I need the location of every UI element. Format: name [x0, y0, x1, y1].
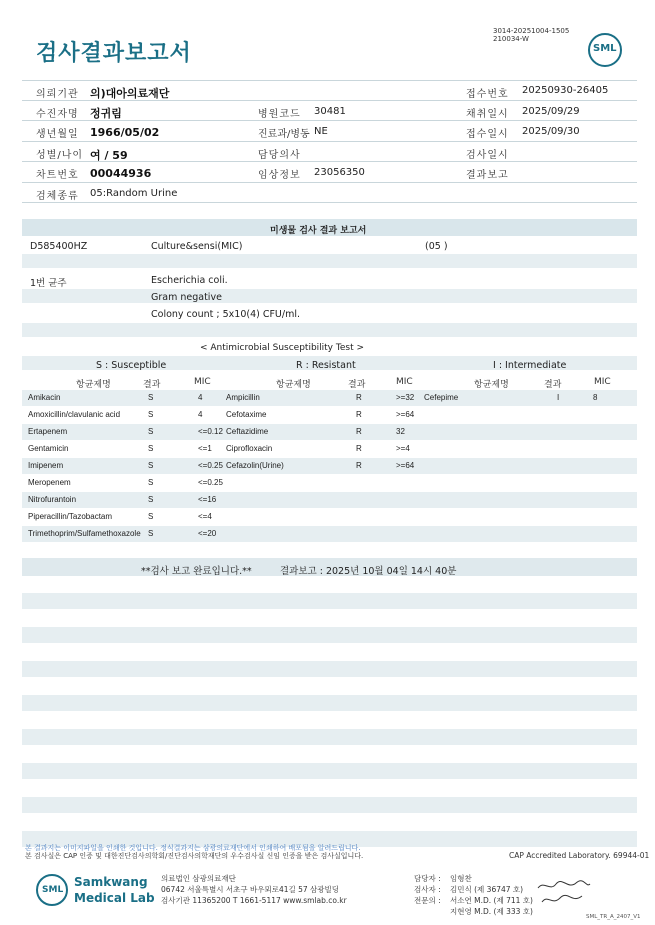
collect-date-value: 2025/09/29 — [522, 106, 580, 117]
receipt-no-value: 20250930-26405 — [522, 85, 609, 96]
ast-agent: Meropenem — [28, 478, 71, 487]
gram-stain: Gram negative — [151, 292, 222, 303]
ast-result: S — [148, 478, 154, 487]
ast-agent: Gentamicin — [28, 444, 69, 453]
ast-agent: Cefazolin(Urine) — [226, 461, 284, 470]
sml-logo-text: SML — [593, 43, 617, 54]
birth-value: 1966/05/02 — [90, 126, 160, 139]
patient-value: 정귀림 — [90, 107, 122, 120]
ast-result: S — [148, 461, 154, 470]
ast-agent: Amikacin — [28, 393, 61, 402]
ast-result: S — [148, 393, 154, 402]
doctor-label: 담당의사 — [258, 150, 301, 161]
report-time: 결과보고 : 2025년 10월 04일 14시 40분 — [280, 566, 457, 577]
org-contact: 검사기관 11365200 T 1661-5117 www.smlab.co.kr — [161, 896, 347, 905]
ast-mic: 4 — [198, 393, 203, 402]
signature-image — [536, 878, 592, 908]
org-address: 06742 서울특별시 서초구 바우뫼로41길 57 삼광빌딩 — [161, 885, 340, 894]
ast-result: S — [148, 427, 154, 436]
expert-label: 전문의 : — [414, 896, 441, 905]
ast-result: S — [148, 444, 154, 453]
test-date-label: 검사일시 — [466, 150, 509, 161]
ast-mic: <=16 — [198, 495, 217, 504]
ast-title: < Antimicrobial Susceptibility Test > — [200, 343, 364, 353]
footer-logo-text: SML — [42, 885, 64, 895]
ast-agent: Cefepime — [424, 393, 459, 402]
ast-result: R — [356, 393, 362, 402]
document-id-line1: 3014-20251004-1505 — [493, 27, 570, 35]
ast-mic: <=0.25 — [198, 478, 223, 487]
ast-agent: Amoxicillin/clavulanic acid — [28, 410, 121, 419]
ast-result: I — [557, 393, 560, 402]
organism-name: Escherichia coli. — [151, 275, 228, 286]
ast-agent: Ciprofloxacin — [226, 444, 273, 453]
col2-agent-header: 항균제명 — [276, 380, 311, 390]
specimen-value: 05:Random Urine — [90, 188, 178, 199]
ast-agent: Nitrofurantoin — [28, 495, 77, 504]
ast-mic: <=0.25 — [198, 461, 223, 470]
col1-result-header: 결과 — [143, 380, 161, 390]
col1-agent-header: 항균제명 — [76, 380, 111, 390]
manager-value: 임형찬 — [450, 874, 472, 883]
col2-mic-header: MIC — [396, 377, 413, 387]
hospital-code-label: 병원코드 — [258, 109, 301, 120]
manager-label: 담당자 : — [414, 874, 441, 883]
dept-value: NE — [314, 126, 328, 137]
ast-mic: <=1 — [198, 444, 212, 453]
ast-result: S — [148, 495, 154, 504]
col1-mic-header: MIC — [194, 377, 211, 387]
receipt-date-value: 2025/09/30 — [522, 126, 580, 137]
ast-mic: 8 — [593, 393, 598, 402]
receipt-no-label: 접수번호 — [466, 89, 509, 100]
section-title: 미생물 검사 결과 보고서 — [270, 226, 367, 236]
ast-agent: Imipenem — [28, 461, 64, 470]
col3-result-header: 결과 — [544, 380, 562, 390]
cap-accreditation: CAP Accredited Laboratory. 69944-01 — [509, 851, 650, 860]
ast-agent: Ertapenem — [28, 427, 68, 436]
collect-date-label: 채취일시 — [466, 109, 509, 120]
receipt-date-label: 접수일시 — [466, 129, 509, 140]
tester-label: 검사자 : — [414, 885, 441, 894]
tester-value: 김민식 (제 36747 호) — [450, 885, 524, 894]
ast-mic: <=4 — [198, 512, 212, 521]
specimen-label: 검체종류 — [36, 191, 79, 202]
colony-count: Colony count ; 5x10(4) CFU/ml. — [151, 309, 300, 320]
ast-result: R — [356, 461, 362, 470]
hospital-code-value: 30481 — [314, 106, 346, 117]
legend-i: I : Intermediate — [493, 360, 567, 371]
ast-result: S — [148, 512, 154, 521]
ast-result: R — [356, 410, 362, 419]
ast-agent: Ceftazidime — [226, 427, 269, 436]
ast-agent: Cefotaxime — [226, 410, 267, 419]
chart-value: 00044936 — [90, 167, 152, 180]
notice-accreditation: 본 검사실은 CAP 인증 및 대한진단검사의학회/진단검사의학재단의 우수검사실 신임 인증을 받은 검사실입니다. — [25, 852, 364, 860]
col2-result-header: 결과 — [348, 380, 366, 390]
expert-value-1: 서소연 M.D. (제 711 호) — [450, 896, 533, 905]
form-code: SML_TR_A_2407_V1 — [586, 914, 641, 920]
requester-label: 의뢰기관 — [36, 89, 79, 100]
legend-s: S : Susceptible — [96, 360, 167, 371]
notice-image-print: 본 결과지는 이미지파일을 인쇄한 것입니다. 정식결과지는 삼광의료재단에서 인쇄하여 배포됨을 알려드립니다. — [25, 844, 361, 852]
col3-agent-header: 항균제명 — [474, 380, 509, 390]
page-title: 검사결과보고서 — [36, 41, 192, 66]
dept-label: 진료과/병동 — [258, 129, 310, 140]
clinical-label: 임상정보 — [258, 170, 301, 181]
patient-label: 수진자명 — [36, 109, 79, 120]
legend-r: R : Resistant — [296, 360, 356, 371]
test-name: Culture&sensi(MIC) — [151, 241, 243, 252]
ast-mic: <=20 — [198, 529, 217, 538]
organism-label: 1번 균주 — [30, 278, 67, 289]
test-code: D585400HZ — [30, 241, 88, 252]
test-suffix: (05 ) — [425, 241, 448, 252]
col3-mic-header: MIC — [594, 377, 611, 387]
ast-result: S — [148, 529, 154, 538]
ast-result: S — [148, 410, 154, 419]
ast-mic: <=0.12 — [198, 427, 223, 436]
result-label: 결과보고 — [466, 170, 509, 181]
sex-age-label: 성별/나이 — [36, 150, 84, 161]
document-id-line2: 210034-W — [493, 35, 529, 43]
org-name: 의료법인 삼광의료재단 — [161, 874, 236, 883]
document-id — [493, 27, 569, 43]
ast-mic: >=32 — [396, 393, 415, 402]
ast-mic: 4 — [198, 410, 203, 419]
birth-label: 생년월일 — [36, 129, 79, 140]
complete-message: **검사 보고 완료입니다.** — [141, 566, 252, 577]
clinical-value: 23056350 — [314, 167, 365, 178]
ast-result: R — [356, 444, 362, 453]
ast-agent: Piperacillin/Tazobactam — [28, 512, 113, 521]
expert-value-2: 지현영 M.D. (제 333 호) — [450, 907, 533, 916]
ast-mic: >=64 — [396, 461, 415, 470]
ast-mic: >=4 — [396, 444, 410, 453]
ast-agent: Trimethoprim/Sulfamethoxazole — [28, 529, 141, 538]
requester-value: 의)대아의료재단 — [90, 87, 170, 100]
ast-mic: 32 — [396, 427, 405, 436]
ast-result: R — [356, 427, 362, 436]
ast-mic: >=64 — [396, 410, 415, 419]
chart-label: 차트번호 — [36, 170, 79, 181]
brand-line2: Medical Lab — [74, 891, 155, 905]
sex-age-value: 여 / 59 — [90, 149, 128, 162]
ast-agent: Ampicillin — [226, 393, 260, 402]
brand-line1: Samkwang — [74, 875, 148, 889]
